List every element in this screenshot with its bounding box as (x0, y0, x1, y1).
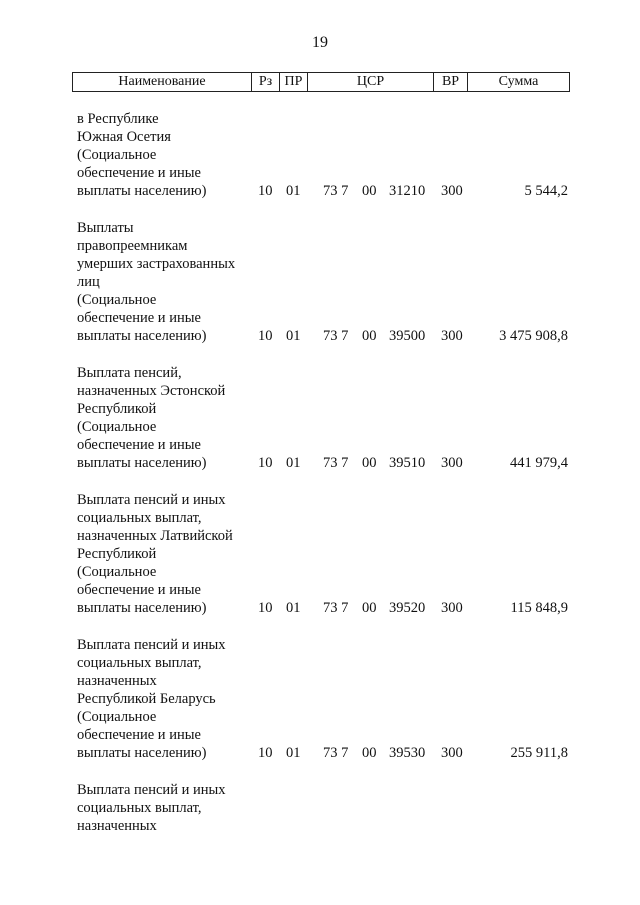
row-name-line: социальных выплат, (77, 655, 202, 671)
row-csr-subprogram: 00 (362, 455, 377, 471)
row-csr-subprogram: 00 (362, 183, 377, 199)
table-row (0, 364, 640, 472)
row-name-line: социальных выплат, (77, 510, 202, 526)
row-name-line: Южная Осетия (77, 129, 171, 145)
row-values (0, 327, 640, 345)
header-csr: ЦСР (307, 73, 433, 91)
row-csr-code: 39520 (389, 600, 426, 616)
row-csr-code: 39510 (389, 455, 426, 471)
row-values (0, 454, 640, 472)
row-vr: 300 (441, 328, 463, 344)
row-csr-code: 39500 (389, 328, 426, 344)
row-name-line: выплаты населению) (77, 455, 207, 471)
row-csr-program: 73 7 (323, 600, 349, 616)
row-csr-program: 73 7 (323, 745, 349, 761)
table-row (0, 636, 640, 762)
row-csr-code: 39530 (389, 745, 426, 761)
row-name-line: (Социальное (77, 147, 157, 163)
row-name-line: обеспечение и иные (77, 437, 201, 453)
row-name-line: правопреемникам (77, 238, 188, 254)
row-name-line: обеспечение и иные (77, 727, 201, 743)
header-vr: ВР (433, 73, 467, 91)
row-csr-subprogram: 00 (362, 328, 377, 344)
row-pr: 01 (286, 183, 301, 199)
row-name-line: назначенных (77, 673, 157, 689)
row-name-line: Выплата пенсий и иных (77, 782, 226, 798)
row-sum: 441 979,4 (510, 455, 568, 471)
header-name: Наименование (118, 74, 206, 89)
row-name-line: обеспечение и иные (77, 165, 201, 181)
row-name-line: (Социальное (77, 709, 157, 725)
row-sum: 5 544,2 (524, 183, 568, 199)
row-rz: 10 (258, 600, 273, 616)
row-pr: 01 (286, 328, 301, 344)
row-vr: 300 (441, 745, 463, 761)
row-pr: 01 (286, 600, 301, 616)
row-csr-subprogram: 00 (362, 600, 377, 616)
row-name-line: Республикой Беларусь (77, 691, 216, 707)
table-body (0, 110, 640, 854)
row-rz: 10 (258, 183, 273, 199)
table-row (0, 110, 640, 200)
header-sum: Сумма (467, 73, 569, 91)
row-name-line: Выплата пенсий и иных (77, 492, 226, 508)
row-csr-program: 73 7 (323, 183, 349, 199)
row-name-line: (Социальное (77, 292, 157, 308)
row-name-line: выплаты населению) (77, 328, 207, 344)
row-pr: 01 (286, 745, 301, 761)
row-csr-code: 31210 (389, 183, 426, 199)
row-name-line: обеспечение и иные (77, 582, 201, 598)
row-name-line: выплаты населению) (77, 745, 207, 761)
page-number: 19 (312, 34, 328, 51)
table-row (0, 491, 640, 617)
row-name-line: выплаты населению) (77, 183, 207, 199)
row-vr: 300 (441, 600, 463, 616)
row-name-line: лиц (77, 274, 100, 290)
row-name-line: Выплата пенсий, (77, 365, 182, 381)
row-name-line: в Республике (77, 111, 159, 127)
row-values (0, 599, 640, 617)
row-csr-program: 73 7 (323, 455, 349, 471)
row-name-line: Республикой (77, 546, 157, 562)
row-name-line: назначенных Эстонской (77, 383, 226, 399)
row-name-line: (Социальное (77, 419, 157, 435)
row-name-line: Выплаты (77, 220, 134, 236)
table-header (72, 72, 570, 92)
row-name-line: социальных выплат, (77, 800, 202, 816)
row-name-line: назначенных (77, 818, 157, 834)
row-rz: 10 (258, 328, 273, 344)
row-name-line: Республикой (77, 401, 157, 417)
header-rz: Рз (251, 73, 279, 91)
row-name-line: (Социальное (77, 564, 157, 580)
row-rz: 10 (258, 745, 273, 761)
table-row (0, 219, 640, 345)
row-pr: 01 (286, 455, 301, 471)
table-row (0, 781, 640, 835)
row-vr: 300 (441, 183, 463, 199)
row-values (0, 182, 640, 200)
row-rz: 10 (258, 455, 273, 471)
row-values (0, 744, 640, 762)
row-name-line: умерших застрахованных (77, 256, 236, 272)
row-name-line: Выплата пенсий и иных (77, 637, 226, 653)
header-pr: ПР (279, 73, 307, 91)
row-name-line: обеспечение и иные (77, 310, 201, 326)
row-vr: 300 (441, 455, 463, 471)
row-values (0, 817, 640, 835)
row-sum: 3 475 908,8 (499, 328, 568, 344)
row-csr-program: 73 7 (323, 328, 349, 344)
row-sum: 115 848,9 (510, 600, 568, 616)
row-name-line: назначенных Латвийской (77, 528, 233, 544)
row-name-line: выплаты населению) (77, 600, 207, 616)
row-sum: 255 911,8 (510, 745, 568, 761)
row-csr-subprogram: 00 (362, 745, 377, 761)
